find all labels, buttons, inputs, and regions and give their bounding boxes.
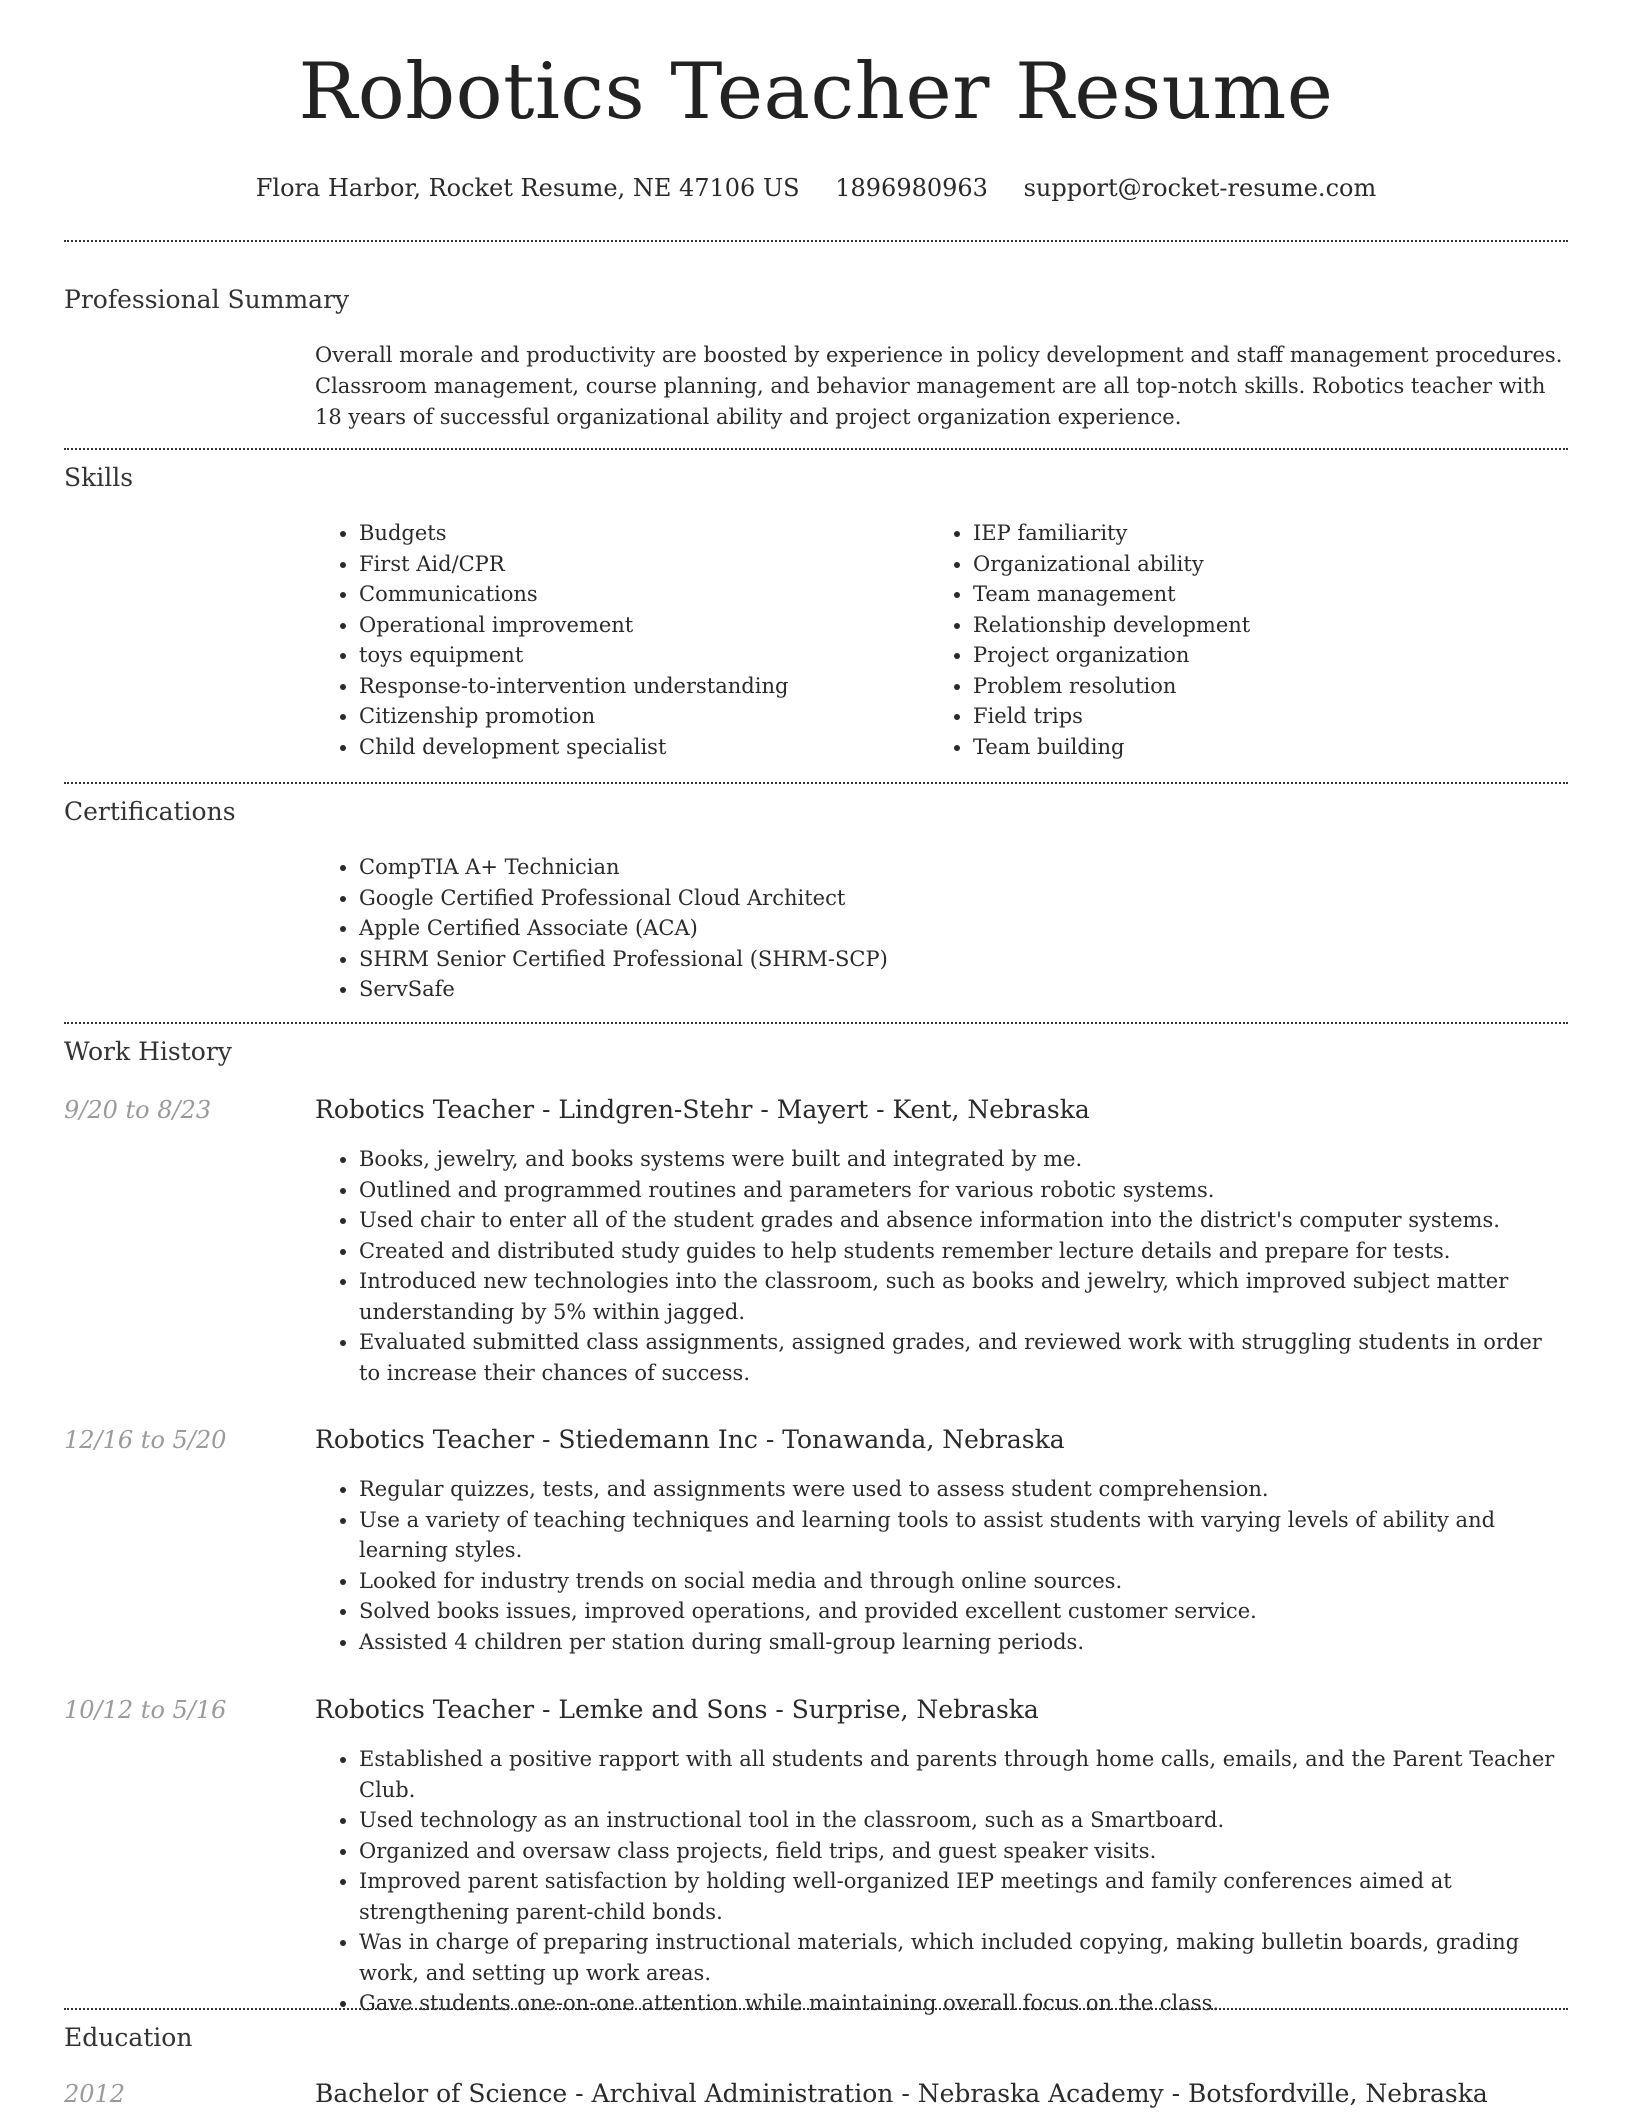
list-item: • Budgets [359,518,915,549]
contact-email: support@rocket-resume.com [1023,174,1377,202]
page-title: Robotics Teacher Resume [298,47,1334,137]
list-item: • Established a positive rapport with all students and parents through home calls, emails, and the Parent Teacher Club. [359,1744,1568,1805]
education-degree: Bachelor of Science - Archival Administration - Nebraska Academy - Botsfordville, Nebraska [315,2079,1488,2108]
list-item: • Regular quizzes, tests, and assignments were used to assess student comprehension. [359,1474,1568,1505]
list-item: • Project organization [973,640,1529,671]
list-item: • Google Certified Professional Cloud Architect [359,883,1568,914]
skills-column-left [315,518,915,762]
section-divider [64,1022,1568,1024]
job-bullets [315,1474,1568,1657]
list-item: • Used technology as an instructional tool in the classroom, such as a Smartboard. [359,1805,1568,1836]
list-item: • Introduced new technologies into the classroom, such as books and jewelry, which improved subject matter understanding by 5% within jagged. [359,1266,1568,1327]
summary-heading: Professional Summary [64,285,350,314]
list-item: • Gave students one-on-one attention while maintaining overall focus on the class. [359,1988,1568,2019]
list-item: • Child development specialist [359,732,915,763]
job-dates: 10/12 to 5/16 [64,1696,227,1724]
job-bullets [315,1744,1568,2019]
section-divider [64,2008,1568,2010]
list-item: • SHRM Senior Certified Professional (SHRM-SCP) [359,944,1568,975]
list-item: • Team management [973,579,1529,610]
list-item: • ServSafe [359,974,1568,1005]
list-item: • Assisted 4 children per station during small-group learning periods. [359,1627,1568,1658]
list-item: • Team building [973,732,1529,763]
job-bullets [315,1144,1568,1388]
list-item: • Apple Certified Associate (ACA) [359,913,1568,944]
list-item: • Outlined and programmed routines and parameters for various robotic systems. [359,1175,1568,1206]
list-item: • Organized and oversaw class projects, field trips, and guest speaker visits. [359,1836,1568,1867]
list-item: • Operational improvement [359,610,915,641]
list-item: • Field trips [973,701,1529,732]
education-heading: Education [64,2023,193,2052]
job-dates: 12/16 to 5/20 [64,1426,227,1454]
summary-text: Overall morale and productivity are boosted by experience in policy development and staff management procedures. Classroom management, course planning, and behavior management are all top-notch skills. Robotics teacher with 18 years of successful organizational ability and project organization experience. [315,343,1563,429]
contact-phone: 1896980963 [835,174,988,202]
contact-line [64,172,1568,204]
certifications-heading: Certifications [64,797,236,826]
list-item: • CompTIA A+ Technician [359,852,1568,883]
work-heading: Work History [64,1037,232,1066]
list-item: • Books, jewelry, and books systems were built and integrated by me. [359,1144,1568,1175]
skills-heading: Skills [64,463,134,492]
list-item: • Improved parent satisfaction by holding well-organized IEP meetings and family conferences aimed at strengthening parent-child bonds. [359,1866,1568,1927]
list-item: • toys equipment [359,640,915,671]
list-item: • Communications [359,579,915,610]
education-year: 2012 [64,2080,126,2108]
job-title: Robotics Teacher - Stiedemann Inc - Tonawanda, Nebraska [315,1425,1065,1454]
list-item: • Used chair to enter all of the student grades and absence information into the district's computer systems. [359,1205,1568,1236]
list-item: • Problem resolution [973,671,1529,702]
list-item: • Organizational ability [973,549,1529,580]
list-item: • Was in charge of preparing instructional materials, which included copying, making bulletin boards, grading work, and setting up work areas. [359,1927,1568,1988]
list-item: • Evaluated submitted class assignments, assigned grades, and reviewed work with struggling students in order to increase their chances of success. [359,1327,1568,1388]
list-item: • Looked for industry trends on social media and through online sources. [359,1566,1568,1597]
list-item: • Citizenship promotion [359,701,915,732]
job-title: Robotics Teacher - Lemke and Sons - Surprise, Nebraska [315,1695,1039,1724]
list-item: • Response-to-intervention understanding [359,671,915,702]
section-divider [64,782,1568,784]
certifications-list [315,852,1568,1005]
section-divider [64,448,1568,450]
list-item: • Use a variety of teaching techniques and learning tools to assist students with varying levels of ability and learning styles. [359,1505,1568,1566]
section-divider [64,240,1568,242]
list-item: • Relationship development [973,610,1529,641]
skills-column-right [929,518,1529,762]
job-title: Robotics Teacher - Lindgren-Stehr - Mayert - Kent, Nebraska [315,1095,1090,1124]
list-item: • First Aid/CPR [359,549,915,580]
list-item: • Solved books issues, improved operations, and provided excellent customer service. [359,1596,1568,1627]
list-item: • Created and distributed study guides to help students remember lecture details and prepare for tests. [359,1236,1568,1267]
job-dates: 9/20 to 8/23 [64,1096,212,1124]
contact-address: Flora Harbor, Rocket Resume, NE 47106 US [255,174,800,202]
list-item: • IEP familiarity [973,518,1529,549]
